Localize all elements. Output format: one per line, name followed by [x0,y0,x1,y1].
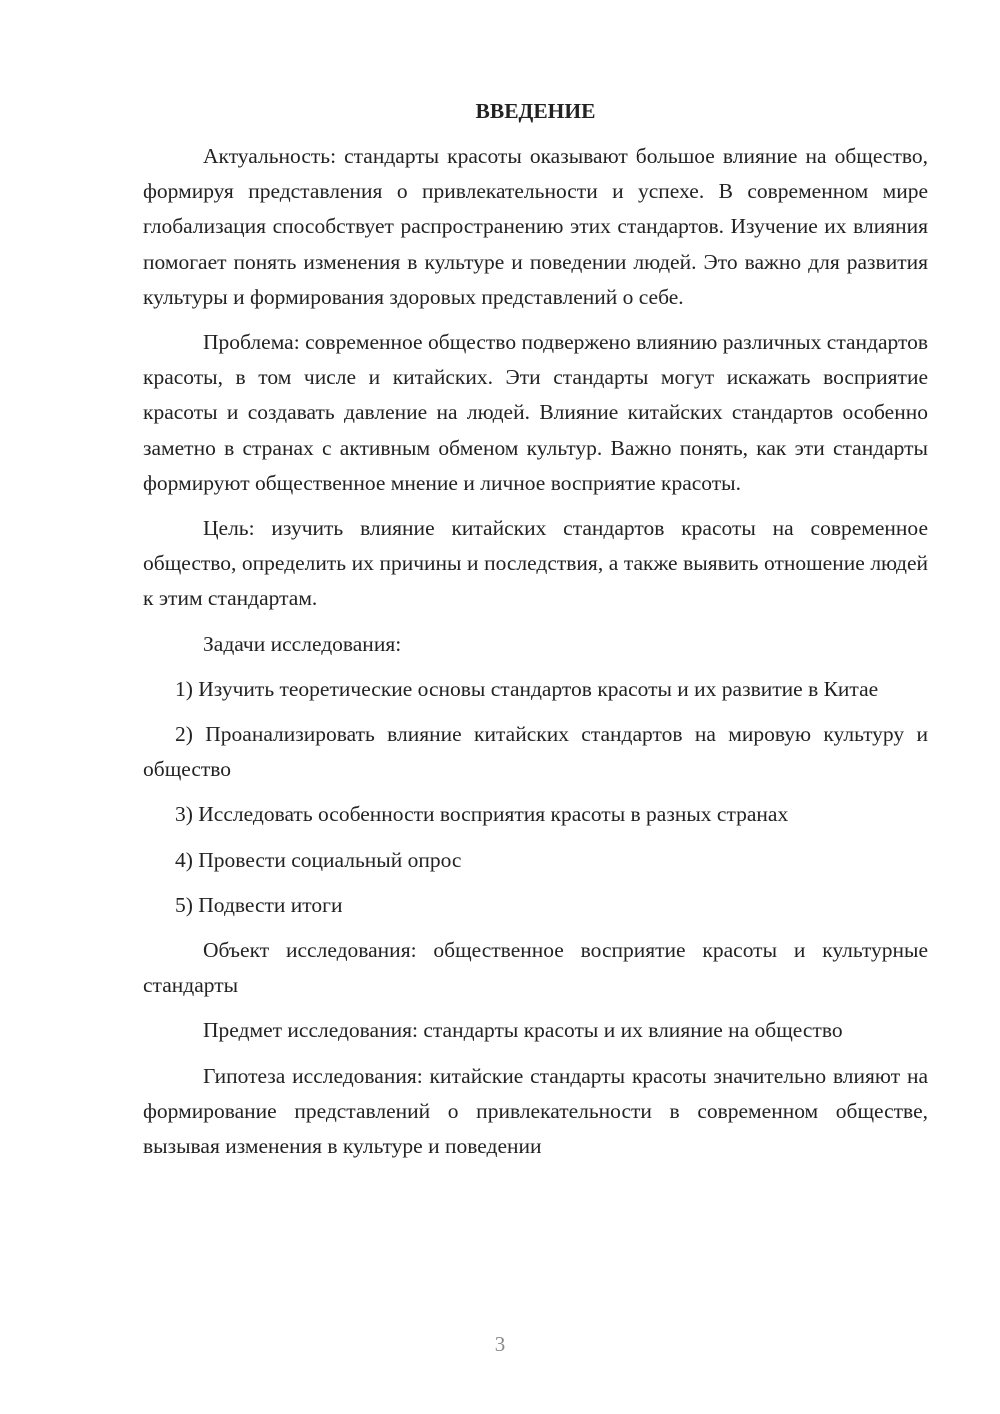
relevance-paragraph: Актуальность: стандарты красоты оказывают большое влияние на общество, формируя представления о привлекательности и успехе. В современном мире глобализация способствует распространению этих стандартов. Изучение их влияния помогает понять изменения в культуре и поведении людей. Это важно для развития культуры и формирования здоровых представлений о себе. [143,144,928,309]
task-item-4: 4) Провести социальный опрос [175,847,462,872]
object-paragraph: Объект исследования: общественное восприятие красоты и культурные стандарты [143,938,928,998]
task-item-5: 5) Подвести итоги [175,892,343,917]
tasks-heading: Задачи исследования: [203,631,402,656]
page-number: 3 [494,1332,506,1356]
document-page [143,94,928,1174]
task-item-1: 1) Изучить теоретические основы стандартов красоты и их развитие в Китае [175,676,879,701]
hypothesis-paragraph: Гипотеза исследования: китайские стандарты красоты значительно влияют на формирование представлений о привлекательности в современном обществе, вызывая изменения в культуре и поведении [143,1063,928,1159]
task-item-3: 3) Исследовать особенности восприятия красоты в разных странах [175,802,789,827]
goal-paragraph: Цель: изучить влияние китайских стандартов красоты на современное общество, определить их причины и последствия, а также выявить отношение людей к этим стандартам. [143,516,928,611]
subject-paragraph: Предмет исследования: стандарты красоты и их влияние на общество [203,1018,843,1043]
task-item-2: 2) Проанализировать влияние китайских стандартов на мировую культуру и общество [143,722,928,782]
section-title: ВВЕДЕНИЕ [475,99,596,123]
problem-paragraph: Проблема: современное общество подвержено влиянию различных стандартов красоты, в том числе и китайских. Эти стандарты могут искажать восприятие красоты и создавать давление на людей. Влияние китайских стандартов особенно заметно в странах с активным обменом культур. Важно понять, как эти стандарты формируют общественное мнение и личное восприятие красоты. [143,330,928,495]
